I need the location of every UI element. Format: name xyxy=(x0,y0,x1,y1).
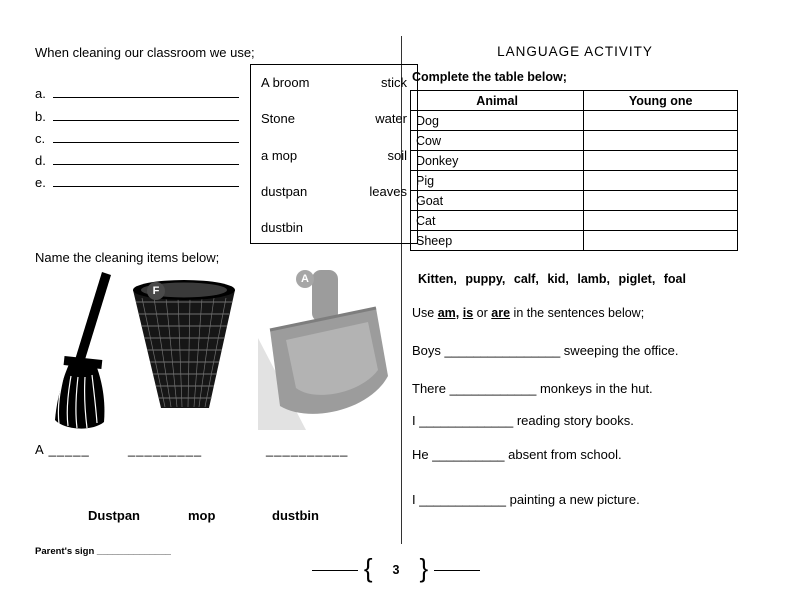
young-one-cell xyxy=(584,151,738,171)
word: dustbin xyxy=(261,220,303,235)
word: Stone xyxy=(261,111,295,127)
blank-label: d. xyxy=(35,153,46,168)
blank-item-b xyxy=(35,108,239,126)
blank-item-d xyxy=(35,152,239,170)
word-bank-row xyxy=(261,220,407,235)
word-bank-row xyxy=(261,111,407,126)
answer-blank-3: __________ xyxy=(266,442,349,457)
blank-label: c. xyxy=(35,131,46,146)
table-row xyxy=(411,151,738,171)
table-row xyxy=(411,231,738,251)
word: water xyxy=(375,111,407,127)
parent-sign-line: Parent's sign ______________ xyxy=(35,546,171,557)
animal-cell: Cat xyxy=(411,211,584,231)
young-one-cell xyxy=(584,131,738,151)
blank-item-c xyxy=(35,130,239,148)
blank-label: e. xyxy=(35,175,46,190)
activity-title: LANGUAGE ACTIVITY xyxy=(497,44,653,59)
sentence-3: I _____________ reading story books. xyxy=(412,413,634,428)
blank-label: b. xyxy=(35,109,46,124)
sentence-1: Boys ________________ sweeping the office. xyxy=(412,343,679,358)
young-one-cell xyxy=(584,231,738,251)
young-one-header: Young one xyxy=(584,91,738,111)
young-one-cell xyxy=(584,211,738,231)
dustbin-image xyxy=(128,278,240,416)
young-ones-word-bank: Kitten, puppy, calf, kid, lamb, piglet, foal xyxy=(418,272,686,286)
young-one-cell xyxy=(584,111,738,131)
animal-cell: Cow xyxy=(411,131,584,151)
animal-header: Animal xyxy=(411,91,584,111)
young-one-cell xyxy=(584,171,738,191)
table-row xyxy=(411,191,738,211)
sentence-2: There ____________ monkeys in the hut. xyxy=(412,381,653,396)
sentence-5: I ____________ painting a new picture. xyxy=(412,492,640,507)
use-instruction xyxy=(412,306,644,320)
table-row xyxy=(411,131,738,151)
use-suffix: in the sentences below; xyxy=(513,306,645,320)
cleaning-heading: When cleaning our classroom we use; xyxy=(35,45,255,60)
table-row xyxy=(411,111,738,131)
footer-brace-right: } xyxy=(419,553,429,583)
page-number: 3 xyxy=(392,563,400,577)
word: A broom xyxy=(261,75,310,90)
footer-brace-left: { xyxy=(363,553,373,583)
watermark-f-icon: F xyxy=(147,282,165,300)
answer-blank-1: A _____ xyxy=(35,442,90,457)
use-prefix: Use xyxy=(412,306,435,320)
blank-line xyxy=(53,174,239,187)
naming-heading: Name the cleaning items below; xyxy=(35,250,220,265)
word-bank-row xyxy=(261,148,407,163)
use-word-is: is xyxy=(462,306,474,320)
animal-cell: Sheep xyxy=(411,231,584,251)
dustpan-image xyxy=(252,268,394,436)
word: dustpan xyxy=(261,183,308,199)
animal-table xyxy=(410,90,738,251)
table-row xyxy=(411,171,738,191)
table-header-row xyxy=(411,91,738,111)
word-bank-box xyxy=(250,64,418,244)
word-bank-row xyxy=(261,184,407,199)
animal-cell: Goat xyxy=(411,191,584,211)
footer-line-right xyxy=(434,570,480,571)
table-instruction: Complete the table below; xyxy=(412,70,567,84)
word: soil xyxy=(387,147,407,163)
blank-label: a. xyxy=(35,86,46,101)
footer-line-left xyxy=(312,570,358,571)
animal-cell: Pig xyxy=(411,171,584,191)
word: leaves xyxy=(369,183,407,199)
item-label-mop: mop xyxy=(188,508,216,523)
blank-line xyxy=(53,152,239,165)
blank-line xyxy=(53,85,239,98)
use-word-am: am, xyxy=(437,306,460,320)
word: a mop xyxy=(261,147,298,163)
young-one-cell xyxy=(584,191,738,211)
blank-line xyxy=(53,130,239,143)
table-row xyxy=(411,211,738,231)
use-word-are: are xyxy=(491,306,511,320)
item-label-dustpan: Dustpan xyxy=(88,508,140,523)
blank-item-a xyxy=(35,85,239,103)
use-conjunction: or xyxy=(476,306,488,320)
mop-image xyxy=(40,272,128,434)
animal-cell: Donkey xyxy=(411,151,584,171)
word: stick xyxy=(381,75,407,90)
word-bank-row xyxy=(261,75,407,90)
animal-cell: Dog xyxy=(411,111,584,131)
blank-item-e xyxy=(35,174,239,192)
watermark-a-icon: A xyxy=(296,270,314,288)
blank-line xyxy=(53,108,239,121)
page-footer xyxy=(0,553,792,583)
sentence-4: He __________ absent from school. xyxy=(412,447,622,462)
item-label-dustbin: dustbin xyxy=(272,508,319,523)
answer-blank-2: _________ xyxy=(128,442,203,457)
